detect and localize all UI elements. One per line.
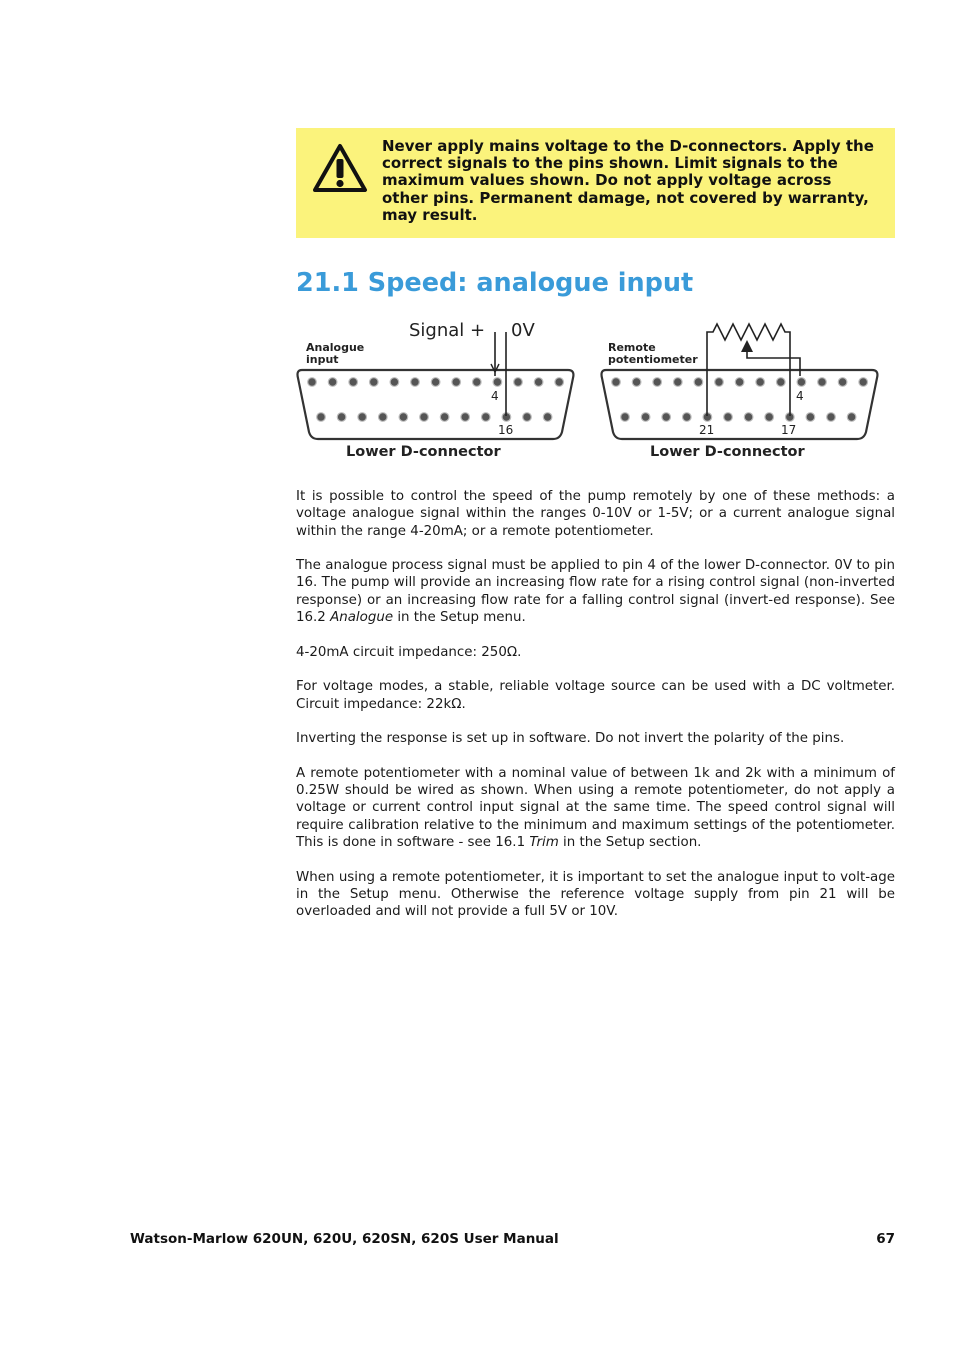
connector-pin — [818, 378, 827, 387]
connector-pin — [317, 413, 326, 422]
paragraph-text: The analogue process signal must be applied to pin 4 of the lower D-connector. 0V to pin 16. The pump will provide an increasing flow rate for a rising control signal (non-inverted response) or an increasing flow rate for a falling control signal (invert-ed response). See 16.2 — [296, 558, 895, 626]
connector-pin — [473, 378, 482, 387]
left-caption: Lower D-connector — [346, 444, 501, 460]
connector-pin — [621, 413, 630, 422]
connector-pin — [482, 413, 491, 422]
connector-pin — [715, 378, 724, 387]
connector-pin — [534, 378, 543, 387]
connector-pin — [847, 413, 856, 422]
left-heading-line1: Analogue — [306, 341, 365, 354]
paragraph: 4-20mA circuit impedance: 250Ω. — [296, 644, 522, 660]
connector-pin — [724, 413, 733, 422]
connector-pin — [308, 378, 317, 387]
connector-pin — [806, 413, 815, 422]
connector-pin — [543, 413, 552, 422]
zero-volt-label: 0V — [511, 320, 535, 341]
paragraph — [296, 765, 895, 851]
connector-pin — [349, 378, 358, 387]
left-pin-top-label: 4 — [491, 389, 499, 403]
connector-pin — [838, 378, 847, 387]
connector-pin — [328, 378, 337, 387]
connector-pin — [452, 378, 461, 387]
connector-pin — [358, 413, 367, 422]
section-title: 21.1 Speed: analogue input — [296, 268, 694, 298]
right-pin-top-label: 4 — [796, 389, 804, 403]
paragraph: It is possible to control the speed of the pump remotely by one of these methods: a voltage analogue signal within the ranges 0-10V or 1-5V; or a current analogue signal within the range 4-20mA; or a remote potentiometer. — [296, 489, 895, 539]
paragraph: For voltage modes, a stable, reliable voltage source can be used with a DC voltmeter. Circuit impedance: 22kΩ. — [296, 679, 895, 712]
connector-pin — [662, 413, 671, 422]
menu-reference: Trim — [529, 834, 559, 850]
connector-pin — [859, 378, 868, 387]
right-caption: Lower D-connector — [650, 444, 805, 460]
connector-pin — [440, 413, 449, 422]
connector-pin — [390, 378, 399, 387]
connector-pin — [827, 413, 836, 422]
connector-pin — [744, 413, 753, 422]
connector-pin — [431, 378, 440, 387]
connector-pin — [379, 413, 388, 422]
connector-pin — [694, 378, 703, 387]
connector-pin — [756, 378, 765, 387]
connector-pin — [420, 413, 429, 422]
right-heading-line2: potentiometer — [608, 353, 698, 366]
connector-pin — [683, 413, 692, 422]
left-heading-line2: input — [306, 353, 339, 366]
connector-pin — [765, 413, 774, 422]
connector-pin — [514, 378, 523, 387]
right-heading-line1: Remote — [608, 341, 656, 354]
warning-triangle-icon — [312, 142, 368, 194]
warning-text: Never apply mains voltage to the D-connectors. Apply the correct signals to the pins shown. Limit signals to the maximum values shown. Do not apply voltage across other pins. Permanent damage, not covered by warranty, may result. — [382, 137, 874, 224]
paragraph: When using a remote potentiometer, it is important to set the analogue input to volt-age in the Setup menu. Otherwise the reference voltage supply from pin 21 will be overloaded and will not provide a full 5V or 10V. — [296, 869, 895, 920]
d-connector-diagram — [294, 314, 884, 464]
menu-reference: Analogue — [330, 610, 394, 626]
connector-pin — [555, 378, 564, 387]
right-pin-17-label: 17 — [781, 423, 797, 437]
page-number: 67 — [876, 1231, 895, 1247]
connector-pin — [632, 378, 641, 387]
right-connector — [602, 324, 878, 460]
connector-pin — [735, 378, 744, 387]
connector-pin — [523, 413, 532, 422]
connector-pin — [493, 378, 502, 387]
connector-pin — [641, 413, 650, 422]
paragraph-text: in the Setup menu. — [393, 610, 526, 626]
connector-pin — [399, 413, 408, 422]
left-connector — [298, 320, 574, 460]
manual-title: Watson-Marlow 620UN, 620U, 620SN, 620S User Manual — [130, 1231, 559, 1247]
connector-pin — [797, 378, 806, 387]
connector-pin — [461, 413, 470, 422]
body-text — [296, 488, 895, 938]
connector-pin — [612, 378, 621, 387]
connector-pin — [777, 378, 786, 387]
paragraph — [296, 557, 895, 626]
left-pin-bottom-label: 16 — [498, 423, 514, 437]
signal-label: Signal + — [409, 320, 486, 341]
paragraph: Inverting the response is set up in software. Do not invert the polarity of the pins. — [296, 731, 845, 747]
connector-pin — [411, 378, 420, 387]
right-pin-21-label: 21 — [699, 423, 715, 437]
connector-pin — [370, 378, 379, 387]
warning-box — [296, 128, 895, 238]
wiper-arrow-icon — [741, 340, 753, 352]
paragraph-text: A remote potentiometer with a nominal value of between 1k and 2k with a minimum of 0.25W should be wired as shown. When using a remote potentiometer, do not apply a voltage or current control input signal at the same time. The speed control signal will require calibration relative to the minimum and maximum settings of the potentiometer. This is done in software - see 16.1 — [296, 765, 895, 850]
connector-pin — [337, 413, 346, 422]
connector-pin — [653, 378, 662, 387]
paragraph-text: in the Setup section. — [558, 834, 702, 850]
connector-pin — [674, 378, 683, 387]
